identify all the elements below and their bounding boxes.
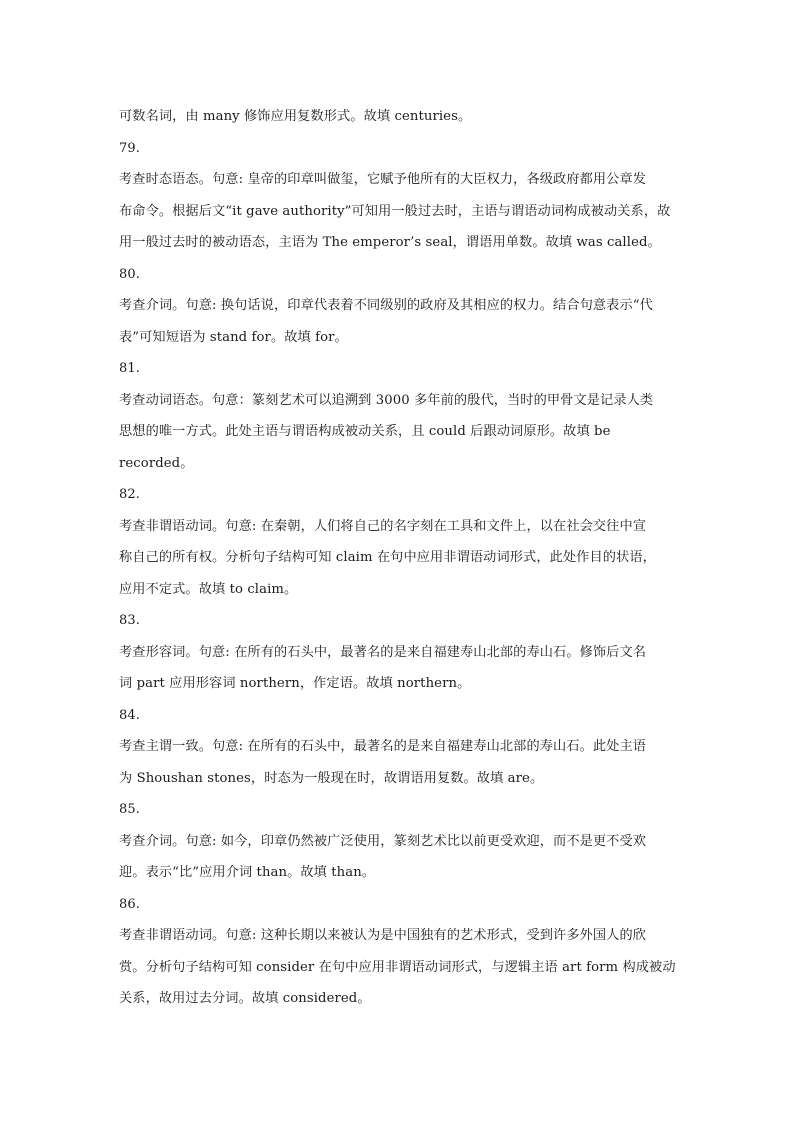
text-line: 赏。分析句子结构可知 consider 在句中应用非谓语动词形式，与逻辑主语 art form 构成被动: [119, 959, 676, 975]
text-line: 词 part 应用形容词 northern，作定语。故填 northern。: [119, 676, 471, 691]
text-line: 可数名词，由 many 修饰应用复数形式。故填 centuries。: [119, 109, 472, 124]
question-number: 79.: [119, 140, 140, 156]
question-number: 86.: [119, 896, 140, 912]
question-number: 81.: [119, 361, 140, 376]
text-line: 为 Shoushan stones，时态为一般现在时，故谓语用复数。故填 are。: [119, 770, 544, 786]
text-line: 考查非谓语动词。句意: 这种长期以来被认为是中国独有的艺术形式，受到许多外国人的欣: [119, 928, 647, 943]
text-line: 考查动词语态。句意：篆刻艺术可以追溯到 3000 多年前的殷代，当时的甲骨文是记录人类: [119, 392, 654, 408]
text-line: 关系，故用过去分词。故填 considered。: [119, 991, 371, 1006]
text-line: 考查形容词。句意: 在所有的石头中，最著名的是来自福建寿山北部的寿山石。修饰后文名: [119, 644, 647, 660]
text-line: 思想的唯一方式。此处主语与谓语构成被动关系，且 could 后跟动词原形。故填 be: [119, 424, 611, 439]
question-number: 85.: [119, 802, 140, 817]
text-line: 表”可知短语为 stand for。故填 for。: [119, 329, 348, 345]
question-number: 83.: [119, 613, 140, 628]
text-line: 应用不定式。故填 to claim。: [119, 581, 298, 597]
text-line: 考查时态语态。句意: 皇帝的印章叫做玺，它赋予他所有的大臣权力，各级政府都用公章发: [119, 172, 647, 187]
text-line: 布命令。根据后文“it gave authority”可知用一般过去时，主语与谓语动词构成被动关系，故: [119, 203, 671, 219]
text-line: 考查非谓语动词。句意: 在秦朝，人们将自己的名字刻在工具和文件上，以在社会交往中宣: [119, 518, 647, 534]
question-number: 80.: [119, 266, 140, 282]
question-number: 84.: [119, 707, 140, 723]
question-number: 82.: [119, 487, 140, 502]
text-line: 迎。表示“比”应用介词 than。故填 than。: [119, 865, 376, 880]
text-line: 考查介词。句意: 如今，印章仍然被广泛使用，篆刻艺术比以前更受欢迎，而不是更不受欢: [119, 833, 647, 849]
answer-explanations: [119, 101, 679, 1015]
text-line: 用一般过去时的被动语态，主语为 The emperor’s seal，谓语用单数。故填 was called。: [119, 235, 661, 250]
text-line: recorded。: [119, 455, 194, 471]
text-line: 考查介词。句意: 换句话说，印章代表着不同级别的政府及其相应的权力。结合句意表示“代: [119, 298, 653, 313]
text-line: 称自己的所有权。分析句子结构可知 claim 在句中应用非谓语动词形式，此处作目的状语，: [119, 550, 656, 565]
text-line: 考查主谓一致。句意: 在所有的石头中，最著名的是来自福建寿山北部的寿山石。此处主语: [119, 739, 647, 754]
